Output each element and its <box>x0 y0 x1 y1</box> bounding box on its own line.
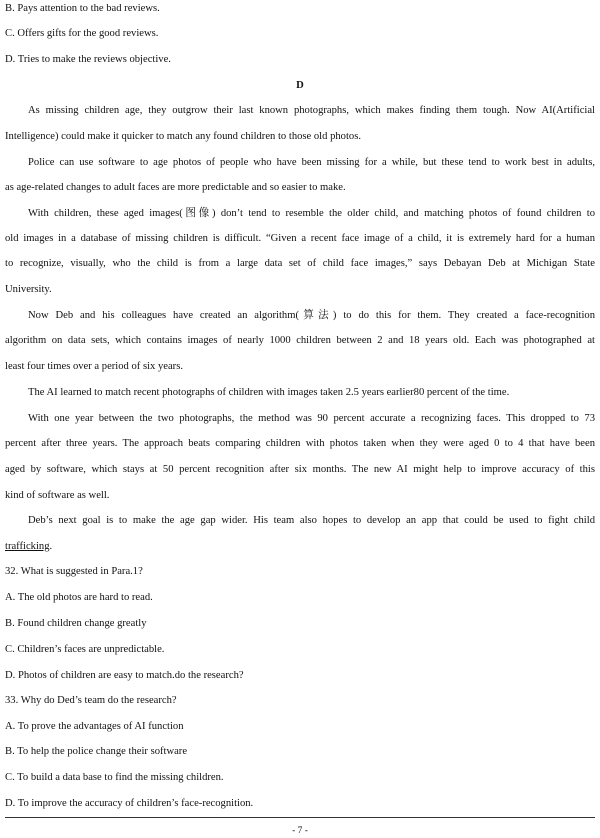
footer-rule <box>5 817 595 818</box>
page-number: - 7 - <box>292 826 308 836</box>
passage-line: aged by software, which stays at 50 percent recognition after six months. The new AI might help to improve accuracy of this <box>5 464 595 475</box>
question-option: C. To build a data base to find the missing children. <box>5 772 224 783</box>
prev-option-d: D. Tries to make the reviews objective. <box>5 54 171 65</box>
question-option: B. Found children change greatly <box>5 618 147 629</box>
question-stem: 33. Why do Ded’s team do the research? <box>5 695 177 706</box>
passage-line: percent after three years. The approach beats comparing children with photos taken when they were aged 0 to 4 that have been <box>5 438 595 449</box>
passage-line: old images in a database of missing children is difficult. “Given a recent face image of a child, it is extremely hard for a human <box>5 233 595 244</box>
sentence-period: . <box>49 541 53 552</box>
passage-line: least four times over a period of six years. <box>5 361 183 372</box>
question-option: D. Photos of children are easy to match.do the research? <box>5 670 244 681</box>
passage-line: With one year between the two photographs, the method was 90 percent accurate a recognizing faces. This dropped to 73 <box>28 413 595 424</box>
passage-line: as age-related changes to adult faces are more predictable and so easier to make. <box>5 182 346 193</box>
passage-line: algorithm on data sets, which contains images of nearly 1000 children between 2 and 18 years old. Each was photographed at <box>5 335 595 346</box>
section-title: D <box>296 80 304 91</box>
passage-line <box>5 540 52 553</box>
passage-line: Now Deb and his colleagues have created an algorithm(算法) to do this for them. They created a face-recognition <box>28 310 595 321</box>
question-option: B. To help the police change their software <box>5 746 188 757</box>
passage-line: As missing children age, they outgrow their last known photographs, which makes finding them tough. Now AI(Artificial <box>28 105 595 116</box>
passage-line: Deb’s next goal is to make the age gap wider. His team also hopes to develop an app that could be used to fight child <box>28 515 595 526</box>
passage-line: kind of software as well. <box>5 490 110 501</box>
passage-line: Intelligence) could make it quicker to match any found children to those old photos. <box>5 131 361 142</box>
question-stem: 32. What is suggested in Para.1? <box>5 566 143 577</box>
passage-line: The AI learned to match recent photographs of children with images taken 2.5 years earlier80 percent of the time. <box>28 387 510 398</box>
question-option: A. To prove the advantages of AI function <box>5 721 184 732</box>
passage-line: University. <box>5 284 52 295</box>
prev-option-c: C. Offers gifts for the good reviews. <box>5 28 159 39</box>
question-option: D. To improve the accuracy of children’s face-recognition. <box>5 798 254 809</box>
prev-option-b: B. Pays attention to the bad reviews. <box>5 3 160 14</box>
question-option: A. The old photos are hard to read. <box>5 592 153 603</box>
passage-line: Police can use software to age photos of people who have been missing for a while, but these tend to work best in adults, <box>28 157 595 168</box>
underlined-word: trafficking <box>5 541 50 552</box>
passage-line: to recognize, visually, who the child is from a large data set of child face images,” says Debayan Deb at Michigan State <box>5 258 595 269</box>
passage-line: With children, these aged images(图像) don’t tend to resemble the older child, and matching photos of found children to <box>28 208 595 219</box>
question-option: C. Children’s faces are unpredictable. <box>5 644 165 655</box>
